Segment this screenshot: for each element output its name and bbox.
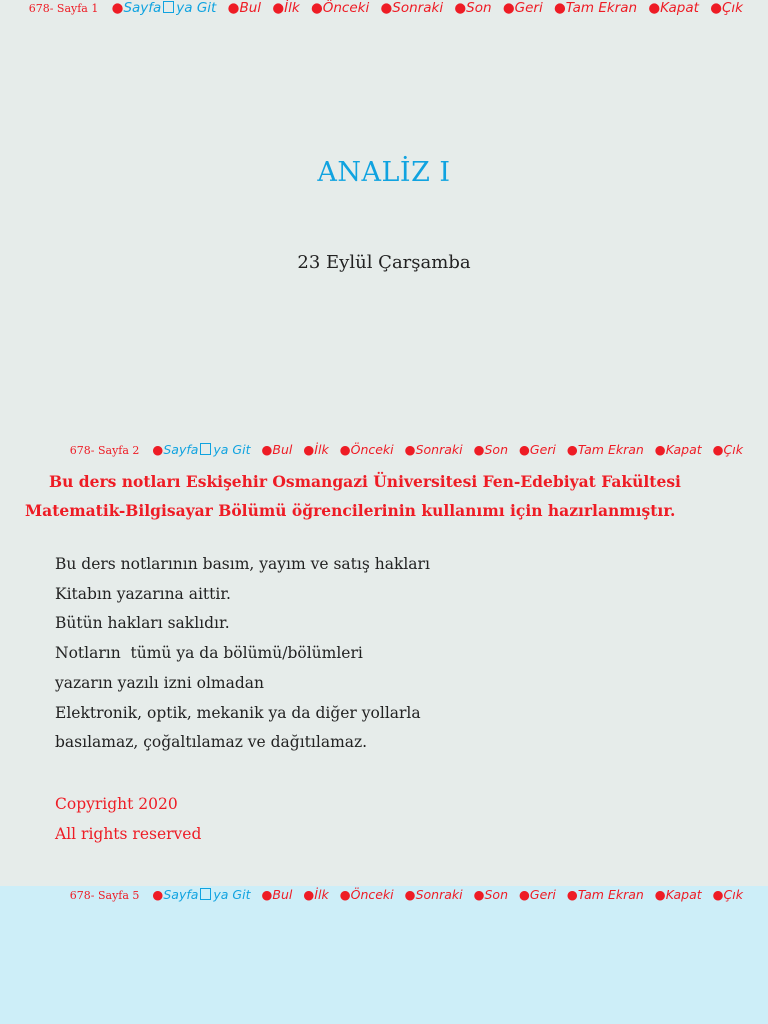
previous-link[interactable]: ●Önceki — [310, 0, 370, 16]
copyright-line: Copyright 2020 — [55, 795, 178, 813]
goto-page-link[interactable]: ●Sayfa ya Git — [152, 887, 251, 902]
rights-line: Notların tümü ya da bölümü/bölümleri — [55, 644, 363, 663]
rights-line: Bütün hakları saklıdır. — [55, 614, 230, 633]
nav-bar — [29, 0, 743, 17]
lecture-date: 23 Eylül Çarşamba — [297, 252, 471, 273]
close-link[interactable]: ●Kapat — [648, 0, 699, 16]
quit-link[interactable]: ●Çık — [712, 887, 743, 902]
rights-statement — [55, 550, 430, 758]
close-link[interactable]: ●Kapat — [654, 887, 702, 902]
first-link[interactable]: ●İlk — [303, 442, 329, 457]
first-link[interactable]: ●İlk — [272, 0, 300, 16]
last-link[interactable]: ●Son — [454, 0, 492, 16]
previous-link[interactable]: ●Önceki — [339, 442, 394, 457]
page-2 — [0, 430, 768, 886]
last-link[interactable]: ●Son — [473, 887, 508, 902]
rights-line: Kitabın yazarına aittir. — [55, 584, 231, 603]
find-link[interactable]: ●Bul — [227, 0, 262, 16]
page-1 — [0, 0, 768, 430]
page-input-box[interactable] — [163, 1, 174, 13]
find-link[interactable]: ●Bul — [261, 887, 293, 902]
find-link[interactable]: ●Bul — [261, 442, 293, 457]
next-link[interactable]: ●Sonraki — [380, 0, 444, 16]
rights-line: yazarın yazılı izni olmadan — [55, 673, 265, 692]
fullscreen-link[interactable]: ●Tam Ekran — [554, 0, 638, 16]
page-5 — [0, 886, 768, 1024]
usage-notice: Bu ders notları Eskişehir Osmangazi Üniversitesi Fen-Edebiyat Fakültesi Matematik-Bilgisayar Bölümü öğrencilerinin kullanımı için hazırlanmıştır. — [25, 472, 681, 520]
quit-link[interactable]: ●Çık — [712, 442, 743, 457]
goto-page-link[interactable]: ●Sayfa ya Git — [152, 442, 251, 457]
nav-bar — [70, 887, 743, 904]
next-link[interactable]: ●Sonraki — [404, 442, 463, 457]
back-link[interactable]: ●Geri — [518, 442, 556, 457]
nav-bar — [70, 442, 743, 459]
rights-line: basılamaz, çoğaltılamaz ve dağıtılamaz. — [55, 733, 368, 752]
previous-link[interactable]: ●Önceki — [339, 887, 394, 902]
page-number: 678- Sayfa 2 — [69, 444, 140, 457]
back-link[interactable]: ●Geri — [518, 887, 556, 902]
last-link[interactable]: ●Son — [473, 442, 508, 457]
page-number: 678- Sayfa 1 — [28, 2, 99, 15]
goto-page-link[interactable]: ●Sayfa ya Git — [111, 0, 217, 16]
first-link[interactable]: ●İlk — [303, 887, 329, 902]
copyright-block — [55, 790, 201, 849]
page-input-box[interactable] — [200, 443, 211, 455]
quit-link[interactable]: ●Çık — [710, 0, 743, 16]
rights-line: Elektronik, optik, mekanik ya da diğer yollarla — [55, 703, 421, 722]
fullscreen-link[interactable]: ●Tam Ekran — [566, 887, 644, 902]
document-title: ANALİZ I — [317, 157, 451, 188]
close-link[interactable]: ●Kapat — [654, 442, 702, 457]
page-input-box[interactable] — [200, 888, 211, 900]
all-rights-line: All rights reserved — [55, 824, 202, 843]
next-link[interactable]: ●Sonraki — [404, 887, 463, 902]
back-link[interactable]: ●Geri — [502, 0, 543, 16]
fullscreen-link[interactable]: ●Tam Ekran — [566, 442, 644, 457]
rights-line: Bu ders notlarının basım, yayım ve satış hakları — [55, 555, 430, 573]
page-number: 678- Sayfa 5 — [69, 889, 140, 902]
